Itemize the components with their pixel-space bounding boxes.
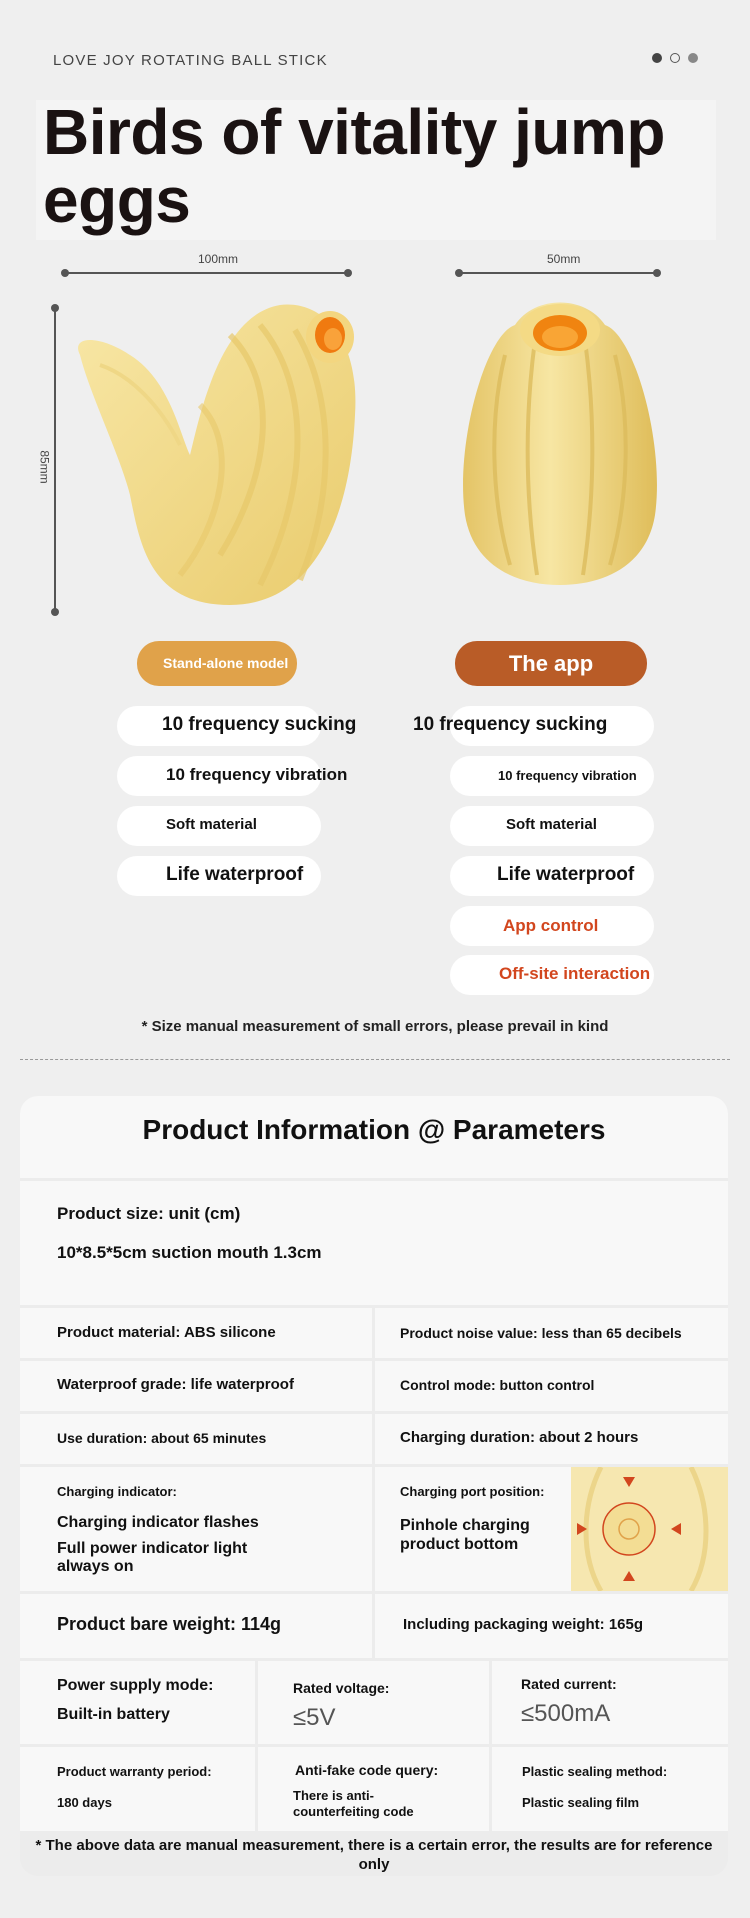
sealing-cell xyxy=(492,1747,728,1831)
size-label: Product size: unit (cm) xyxy=(57,1204,241,1223)
feature-label: Soft material xyxy=(166,816,257,833)
sealing-value: Plastic sealing film xyxy=(522,1795,640,1810)
feature-label: Life waterproof xyxy=(497,864,635,885)
pack-weight-text: Including packaging weight: 165g xyxy=(403,1616,644,1633)
bare-weight-text: Product bare weight: 114g xyxy=(57,1614,282,1634)
feature-label: App control xyxy=(503,916,599,935)
size-value: 10*8.5*5cm suction mouth 1.3cm xyxy=(57,1243,322,1262)
height-left-label: 85mm xyxy=(37,450,52,484)
control-text: Control mode: button control xyxy=(400,1377,595,1393)
noise-text: Product noise value: less than 65 decibels xyxy=(400,1325,682,1341)
feature-label: Life waterproof xyxy=(166,864,304,885)
antifake-label: Anti-fake code query: xyxy=(295,1762,439,1778)
app-model-badge: The app xyxy=(455,641,647,686)
warranty-label: Product warranty period: xyxy=(57,1764,212,1779)
material-text: Product material: ABS silicone xyxy=(57,1324,276,1341)
carousel-dot[interactable] xyxy=(688,53,698,63)
carousel-dot[interactable] xyxy=(652,53,662,63)
bird-product-image xyxy=(70,295,370,610)
power-label: Power supply mode: xyxy=(57,1677,214,1694)
charge-duration-text: Charging duration: about 2 hours xyxy=(400,1429,639,1446)
indicator-label: Charging indicator: xyxy=(57,1484,177,1499)
feature-label: Off-site interaction xyxy=(499,964,651,983)
brand-label: LOVE JOY ROTATING BALL STICK xyxy=(53,52,328,69)
parameters-title: Product Information @ Parameters xyxy=(142,1114,606,1145)
indicator-value-flash: Charging indicator flashes xyxy=(57,1514,259,1531)
power-value: Built-in battery xyxy=(57,1706,170,1723)
port-value: Pinhole charging product bottom xyxy=(400,1517,530,1553)
width-left-line xyxy=(64,272,349,274)
width-right-line xyxy=(458,272,658,274)
use-duration-text: Use duration: about 65 minutes xyxy=(57,1430,267,1446)
width-right-label: 50mm xyxy=(547,252,581,266)
power-cell xyxy=(20,1661,255,1744)
warranty-value: 180 days xyxy=(57,1795,112,1810)
carousel-dots xyxy=(652,53,698,63)
voltage-label: Rated voltage: xyxy=(293,1680,390,1696)
parameters-footer-note: * The above data are manual measurement, there is a certain error, the results are for reference only xyxy=(35,1837,713,1873)
indicator-value-full: Full power indicator light always on xyxy=(57,1540,248,1575)
egg-product-image xyxy=(455,295,665,595)
height-left-line xyxy=(54,307,56,613)
width-left-label: 100mm xyxy=(198,252,239,266)
current-label: Rated current: xyxy=(521,1676,617,1692)
port-label: Charging port position: xyxy=(400,1484,545,1499)
feature-label: 10 frequency vibration xyxy=(166,765,348,784)
current-value: ≤500mA xyxy=(521,1700,611,1727)
page-title: Birds of vitality jump eggs xyxy=(43,96,665,236)
waterproof-text: Waterproof grade: life waterproof xyxy=(57,1376,294,1393)
warranty-cell xyxy=(20,1747,255,1831)
standalone-model-badge: Stand-alone model xyxy=(137,641,297,686)
antifake-value: There is anti-counterfeiting code xyxy=(293,1788,414,1819)
carousel-dot[interactable] xyxy=(670,53,680,63)
feature-label: 10 frequency vibration xyxy=(498,768,637,783)
charging-port-image xyxy=(571,1467,728,1591)
parameters-card xyxy=(20,1096,728,1876)
sealing-label: Plastic sealing method: xyxy=(522,1764,668,1779)
feature-label: 10 frequency sucking xyxy=(413,714,608,735)
section-divider xyxy=(20,1059,730,1060)
voltage-value: ≤5V xyxy=(293,1704,336,1731)
feature-label: 10 frequency sucking xyxy=(162,714,357,735)
feature-label: Soft material xyxy=(506,816,597,833)
size-note: * Size manual measurement of small errors, please prevail in kind xyxy=(141,1018,609,1035)
